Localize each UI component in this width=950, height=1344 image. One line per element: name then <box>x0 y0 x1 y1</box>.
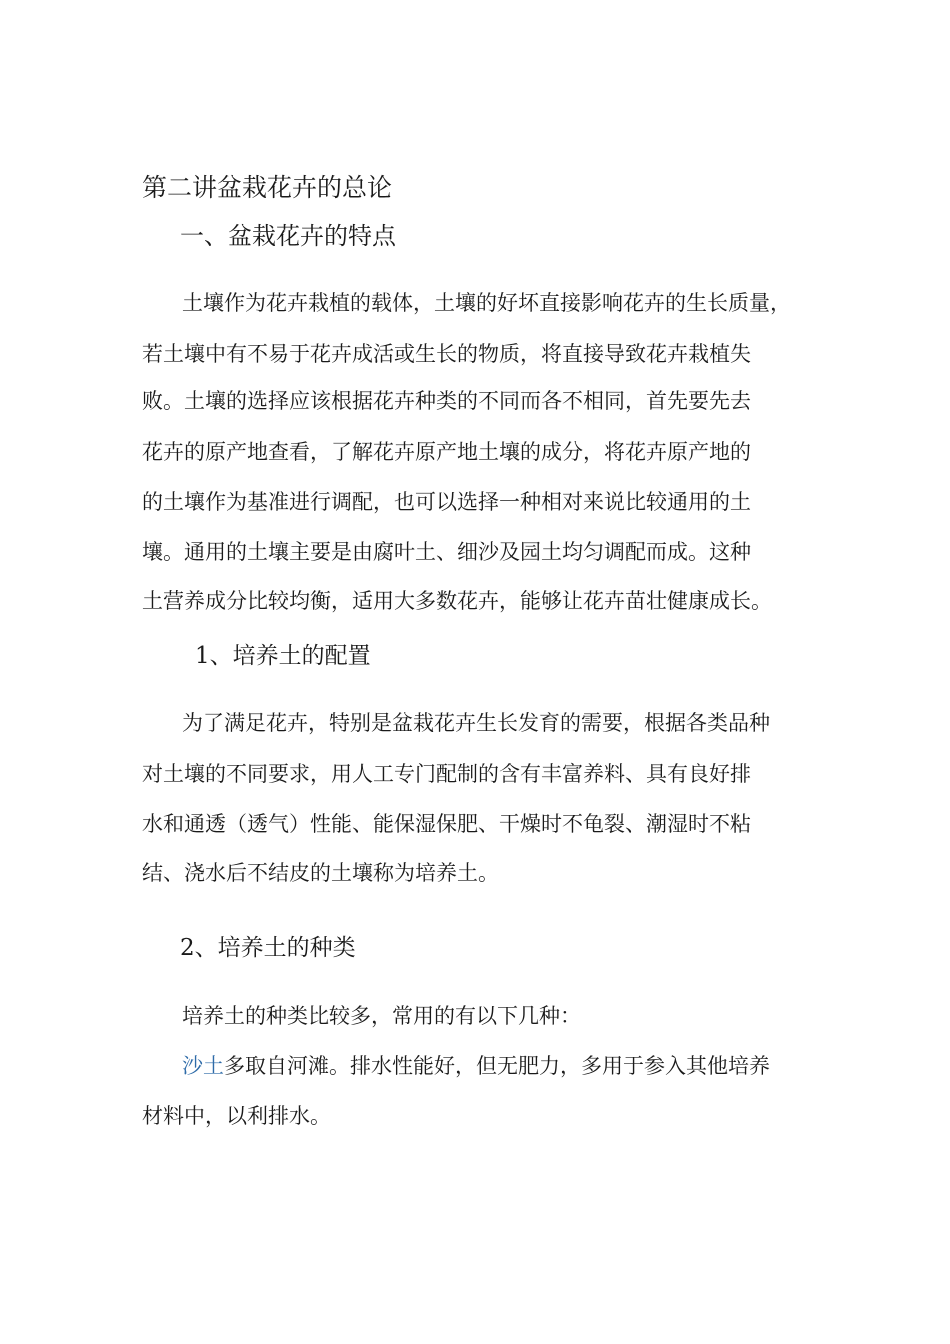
paragraph-line: 水和通透（透气）性能、能保湿保肥、干燥时不龟裂、潮湿时不粘 <box>142 812 751 836</box>
item-text: 多取自河滩。排水性能好，但无肥力，多用于参入其他培养 <box>224 1054 770 1078</box>
paragraph-line: 为了满足花卉，特别是盆栽花卉生长发育的需要，根据各类品种 <box>182 711 770 735</box>
paragraph-line: 土营养成分比较均衡，适用大多数花卉，能够让花卉苗壮健康成长。 <box>142 589 772 613</box>
paragraph-line: 若土壤中有不易于花卉成活或生长的物质，将直接导致花卉栽植失 <box>142 342 751 366</box>
subsection-heading-configuration: 1、培养土的配置 <box>195 643 371 669</box>
paragraph-line: 土壤作为花卉栽植的载体，土壤的好坏直接影响花卉的生长质量， <box>182 291 791 315</box>
paragraph-line: 结、浇水后不结皮的土壤称为培养土。 <box>142 861 499 885</box>
paragraph-line: 的土壤作为基准进行调配，也可以选择一种相对来说比较通用的土 <box>142 490 751 514</box>
subsection-intro: 培养土的种类比较多，常用的有以下几种： <box>182 1004 581 1028</box>
paragraph-line: 花卉的原产地查看，了解花卉原产地土壤的成分，将花卉原产地的 <box>142 440 751 464</box>
item-text-continued: 材料中，以利排水。 <box>142 1104 331 1128</box>
section-heading-characteristics: 一、盆栽花卉的特点 <box>180 222 396 250</box>
document-title: 第二讲盆栽花卉的总论 <box>142 173 393 202</box>
list-item <box>182 1050 770 1080</box>
paragraph-line: 对土壤的不同要求，用人工专门配制的含有丰富养料、具有良好排 <box>142 762 751 786</box>
term-link-sandy-soil[interactable]: 沙土 <box>182 1054 224 1078</box>
subsection-heading-types: 2、培养土的种类 <box>180 935 356 961</box>
paragraph-line: 壤。通用的土壤主要是由腐叶土、细沙及园土均匀调配而成。这种 <box>142 540 751 564</box>
paragraph-line: 败。土壤的选择应该根据花卉种类的不同而各不相同，首先要先去 <box>142 389 751 413</box>
